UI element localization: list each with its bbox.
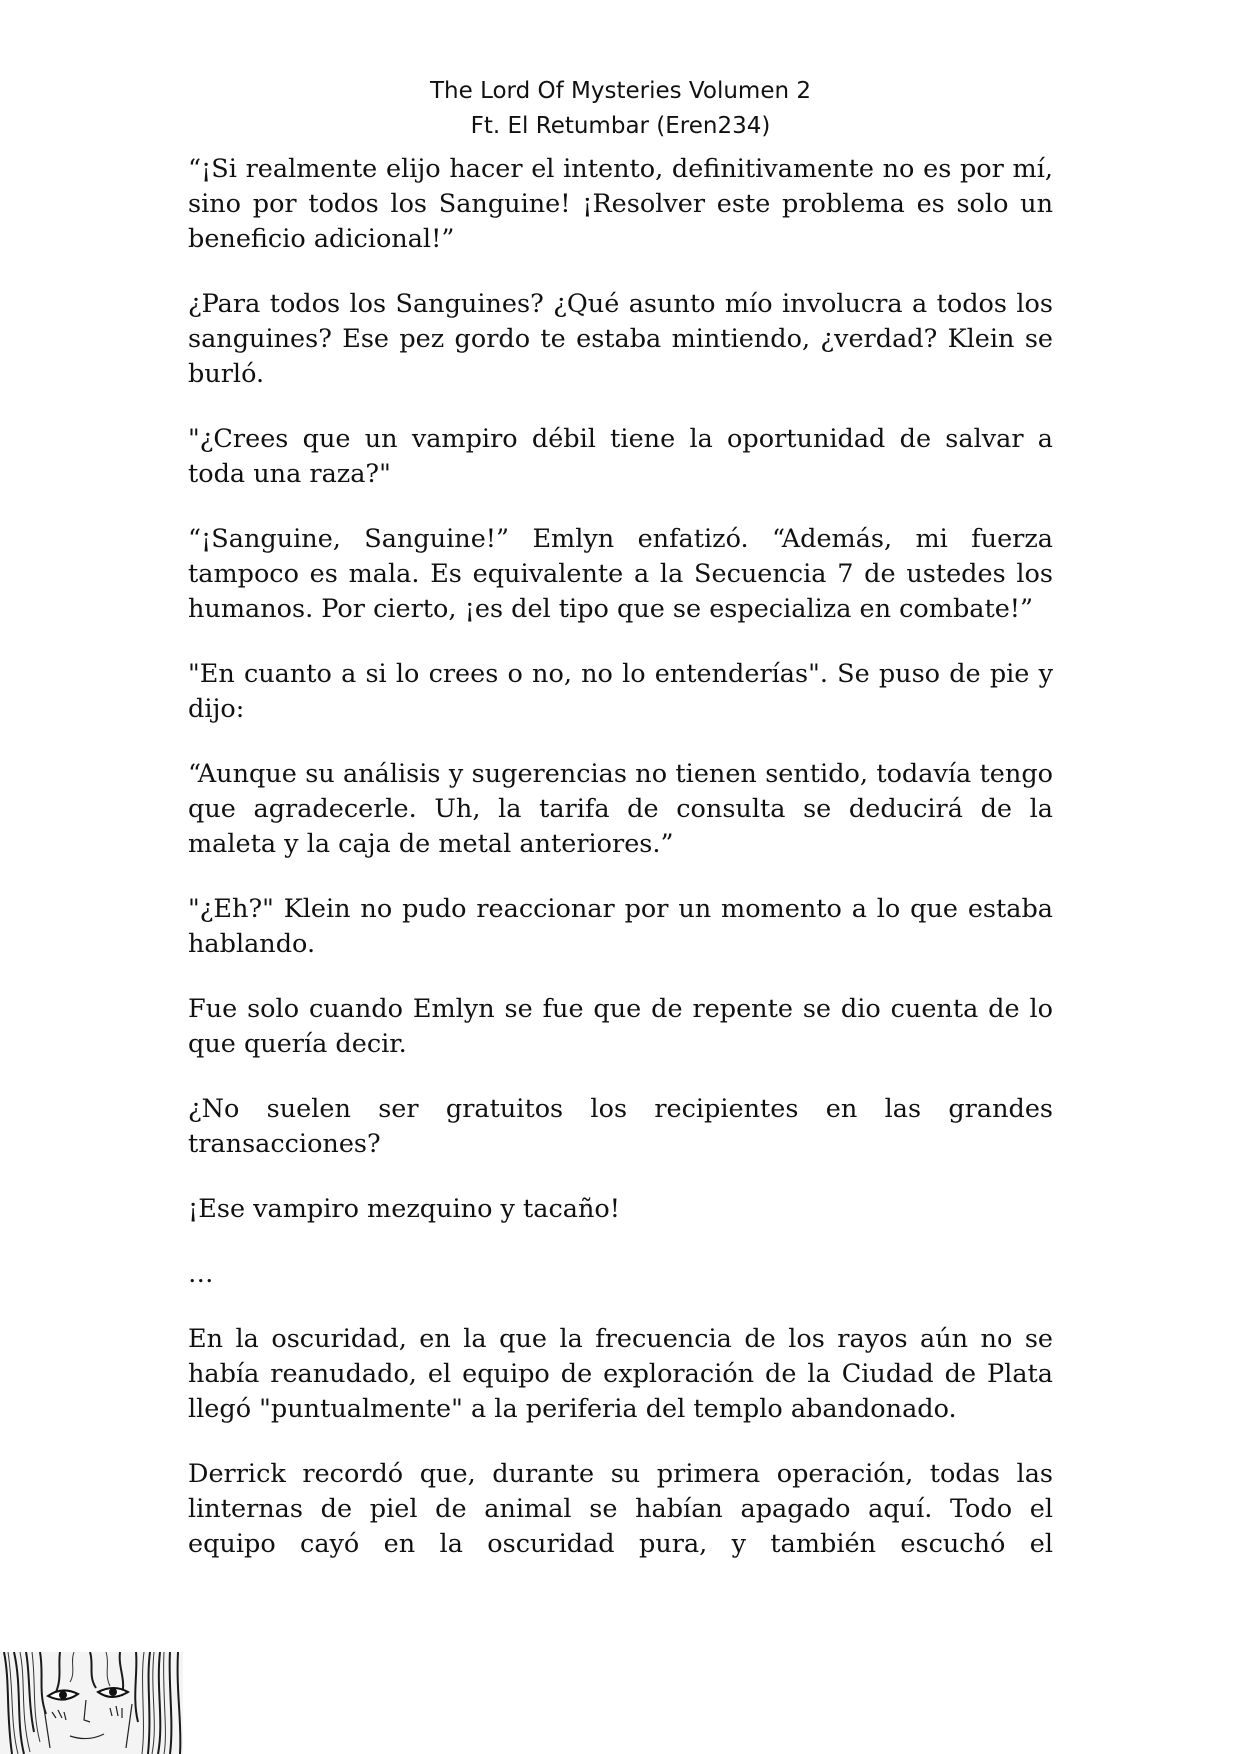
paragraph: “¡Sanguine, Sanguine!” Emlyn enfatizó. “Además, mi fuerza tampoco es mala. Es equivalente a la Secuencia 7 de ustedes los humanos. Por cierto, ¡es del tipo que se especializa en combate!” (188, 524, 1053, 624)
paragraph: “¡Si realmente elijo hacer el intento, definitivamente no es por mí, sino por todos los Sanguine! ¡Resolver este problema es solo un beneficio adicional!” (188, 154, 1053, 254)
header-title: The Lord Of Mysteries Volumen 2 (429, 78, 811, 104)
paragraph: Fue solo cuando Emlyn se fue que de repente se dio cuenta de lo que quería decir. (188, 994, 1053, 1059)
document-body (188, 152, 1053, 1592)
paragraph: "¿Eh?" Klein no pudo reaccionar por un momento a lo que estaba hablando. (188, 894, 1053, 959)
paragraph: ¿No suelen ser gratuitos los recipientes en las grandes transacciones? (188, 1094, 1053, 1159)
paragraph: Derrick recordó que, durante su primera operación, todas las linternas de piel de animal se habían apagado aquí. Todo el equipo cayó en la oscuridad pura, y también escuchó el (188, 1459, 1053, 1559)
paragraph: "En cuanto a si lo crees o no, no lo entenderías". Se puso de pie y dijo: (188, 659, 1053, 724)
paragraph: ¡Ese vampiro mezquino y tacaño! (188, 1194, 621, 1224)
paragraph: ¿Para todos los Sanguines? ¿Qué asunto mío involucra a todos los sanguines? Ese pez gordo te estaba mintiendo, ¿verdad? Klein se burló. (188, 289, 1053, 389)
corner-illustration (0, 1652, 183, 1754)
paragraph: En la oscuridad, en la que la frecuencia de los rayos aún no se había reanudado, el equipo de exploración de la Ciudad de Plata llegó "puntualmente" a la periferia del templo abandonado. (188, 1324, 1053, 1424)
scene-break: … (188, 1259, 214, 1289)
paragraph: "¿Crees que un vampiro débil tiene la oportunidad de salvar a toda una raza?" (188, 424, 1053, 489)
manga-face-icon (0, 1652, 183, 1754)
paragraph: “Aunque su análisis y sugerencias no tienen sentido, todavía tengo que agradecerle. Uh, la tarifa de consulta se deducirá de la maleta y la caja de metal anteriores.” (188, 759, 1053, 859)
header-subtitle: Ft. El Retumbar (Eren234) (470, 113, 771, 139)
page-header (0, 74, 1241, 144)
